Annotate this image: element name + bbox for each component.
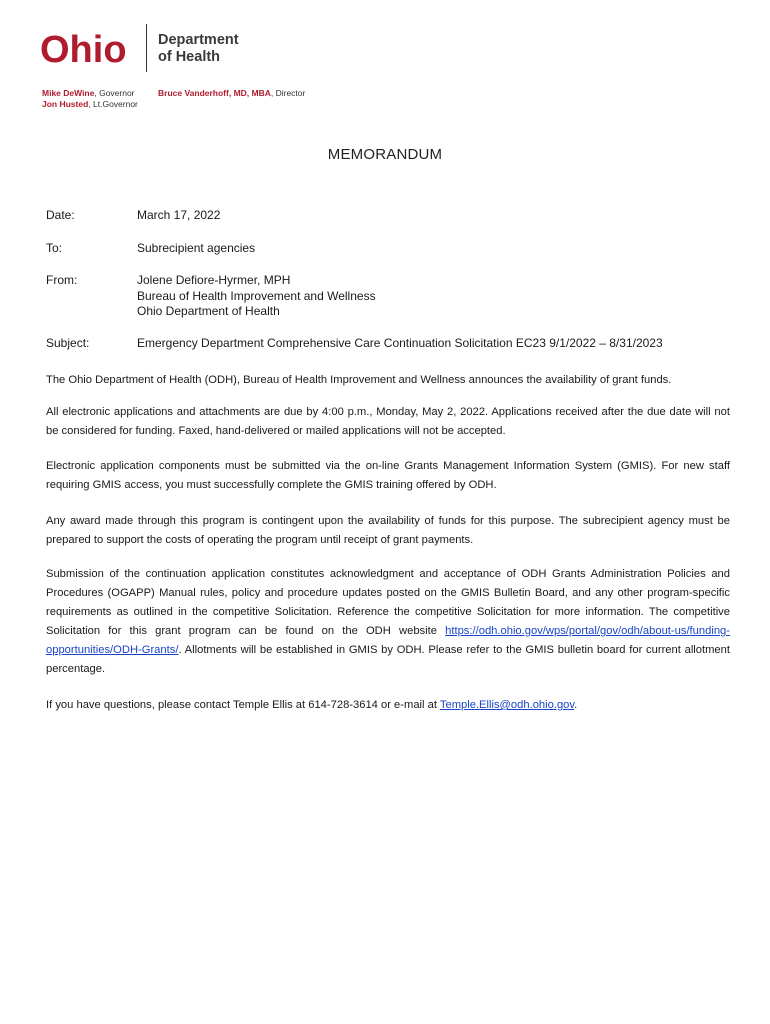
subject-label: Subject: <box>46 336 90 350</box>
paragraph-announcement: The Ohio Department of Health (ODH), Bureau of Health Improvement and Wellness announces the availability of grant funds. <box>46 374 672 386</box>
governor-block <box>42 88 138 110</box>
from-bureau: Bureau of Health Improvement and Wellness <box>137 288 376 303</box>
letterhead-divider <box>146 24 147 72</box>
paragraph-contingent: Any award made through this program is contingent upon the availability of funds for this purpose. The subrecipient agency must be prepared to support the costs of operating the program until receipt of grant payments. <box>46 515 730 546</box>
from-label: From: <box>46 273 78 287</box>
memo-title: MEMORANDUM <box>327 146 443 163</box>
to-value: Subrecipient agencies <box>137 241 256 255</box>
subject-value: Emergency Department Comprehensive Care Continuation Solicitation EC23 9/1/2022 – 8/31/2023 <box>137 336 663 350</box>
governor-title: , Governor <box>94 88 135 98</box>
lt-governor-name: Jon Husted <box>42 99 89 109</box>
governor-name: Mike DeWine <box>42 88 95 98</box>
to-label: To: <box>46 241 63 255</box>
submission-text-end: . Allotments will be established in GMIS by ODH. Please refer to the GMIS bulletin board for current allotment percentage. <box>46 644 730 675</box>
ohio-logo <box>40 28 142 70</box>
paragraph-gmis: Electronic application components must be submitted via the on-line Grants Management Information System (GMIS). For new staff requiring GMIS access, you must successfully complete the GMIS training offered by ODH. <box>46 460 730 491</box>
submission-text: Submission of the continuation application constitutes acknowledgment and acceptance of ODH Grants Administration Policies and Procedures (OGAPP) Manual rules, policy and procedure updates posted on the GMIS Bulletin Board, and any other program-specific requirements as outlined in the competitive Solicitation. Reference the competitive Solicitation for more information. The competitive Solicitation for this grant program can be found on the ODH website <box>46 568 730 637</box>
ohio-logo-text: Ohio <box>40 29 127 70</box>
from-name: Jolene Defiore-Hyrmer, MPH <box>137 273 291 287</box>
from-department: Ohio Department of Health <box>137 304 280 318</box>
from-value <box>137 273 376 320</box>
letterhead <box>40 24 340 114</box>
date-label: Date: <box>46 208 75 222</box>
department-name <box>158 32 239 66</box>
department-line2: of Health <box>158 49 221 65</box>
contact-text-end: . <box>574 699 578 711</box>
paragraph-contact <box>46 696 730 715</box>
paragraph-submission <box>46 565 730 679</box>
director-name: Bruce Vanderhoff, MD, MBA <box>158 88 271 98</box>
paragraph-due-date: All electronic applications and attachments are due by 4:00 p.m., Monday, May 2, 2022. Applications received after the due date will not be considered for funding. Faxed, hand-delivered or mailed applications will not be accepted. <box>46 406 730 437</box>
department-line1: Department <box>158 32 239 48</box>
ohio-logo-mark <box>40 28 142 70</box>
director-block <box>158 88 305 99</box>
odh-grants-link[interactable]: https://odh.ohio.gov/wps/portal/gov/odh/about-us/funding-opportunities/ODH-Grants/ <box>46 625 730 656</box>
contact-text: If you have questions, please contact Temple Ellis at 614-728-3614 or e-mail at <box>46 699 440 711</box>
date-value: March 17, 2022 <box>137 208 221 222</box>
contact-email-link[interactable]: Temple.Ellis@odh.ohio.gov <box>439 699 575 711</box>
director-title: , Director <box>270 88 306 98</box>
lt-governor-title: , Lt.Governor <box>88 99 138 109</box>
